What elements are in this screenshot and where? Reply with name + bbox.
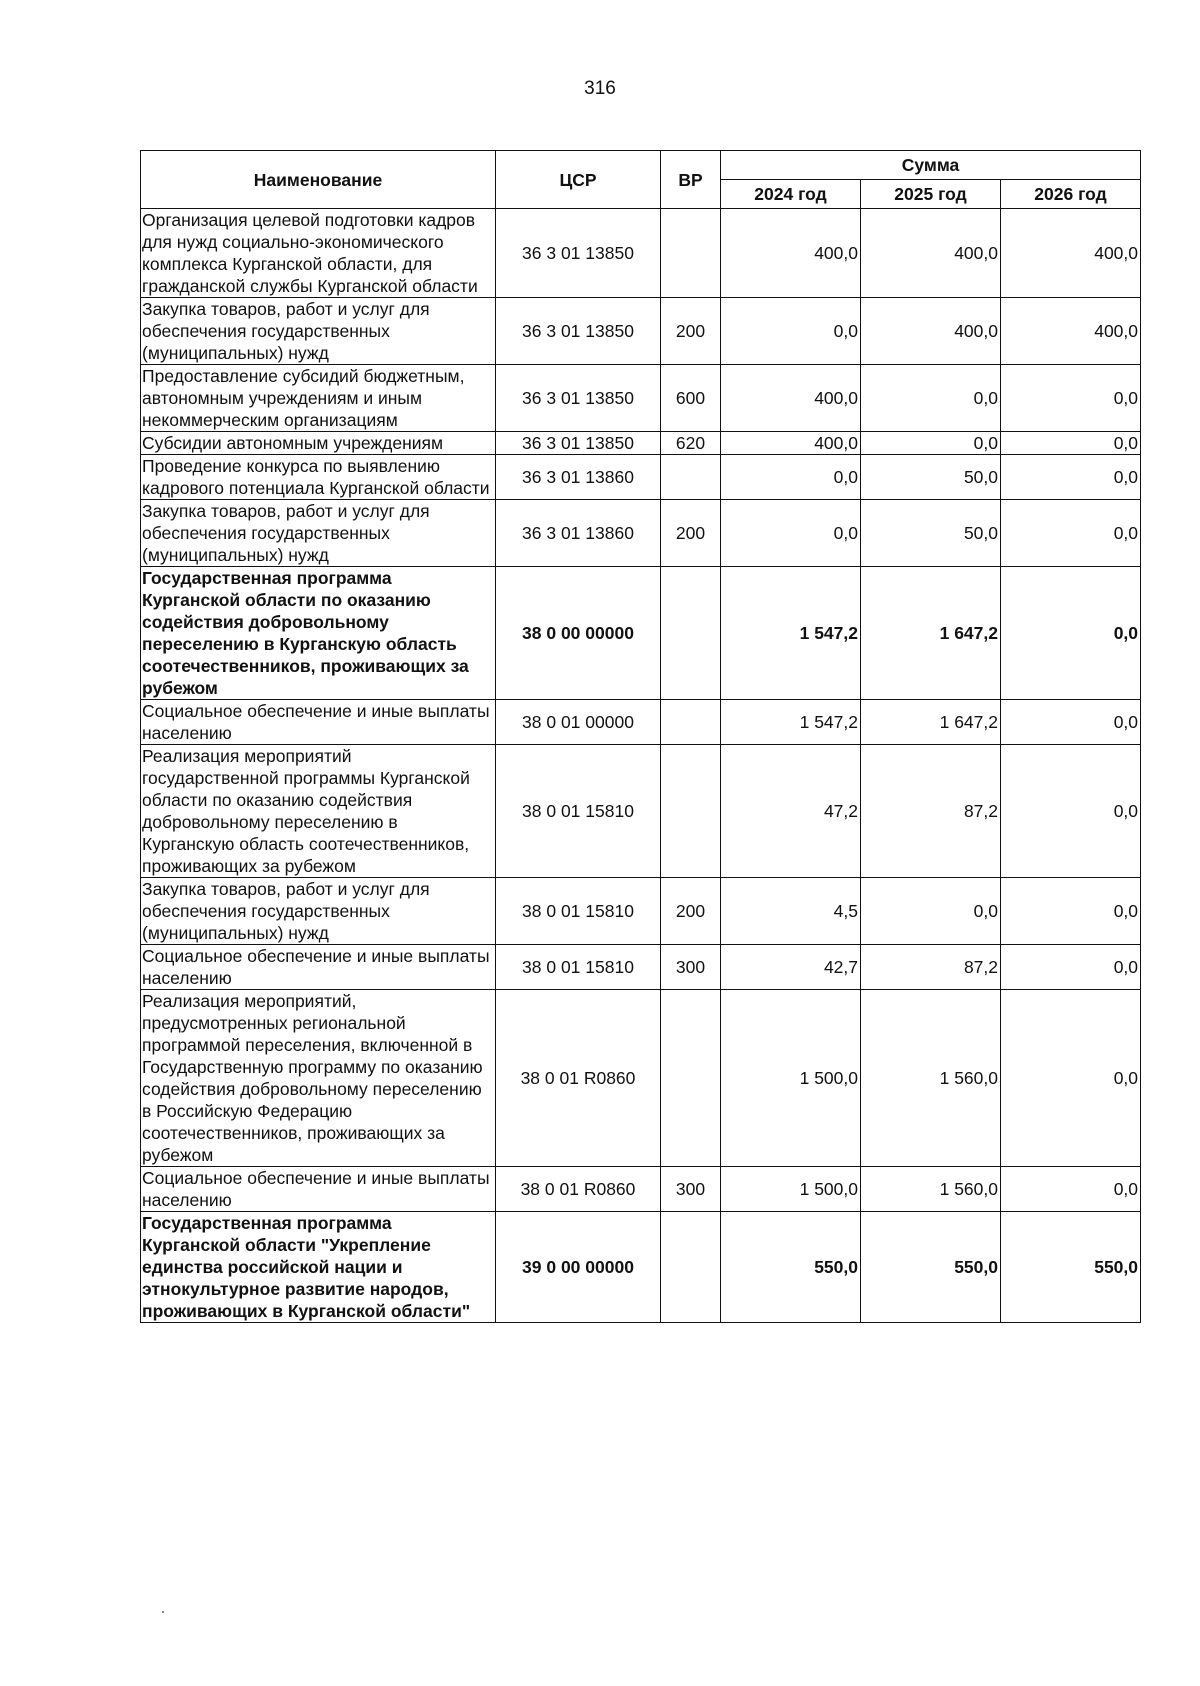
cell-2026: 0,0 (1001, 432, 1141, 455)
cell-name: Закупка товаров, работ и услуг для обеспечения государственных (муниципальных) нужд (141, 878, 496, 945)
table-row (141, 455, 1141, 500)
cell-2025: 50,0 (861, 455, 1001, 500)
table-row (141, 209, 1141, 298)
cell-vr (661, 567, 721, 700)
cell-vr (661, 1212, 721, 1323)
budget-table (140, 150, 1141, 1323)
cell-2026: 0,0 (1001, 1167, 1141, 1212)
cell-2024: 1 547,2 (721, 700, 861, 745)
cell-csr: 38 0 01 R0860 (496, 990, 661, 1167)
cell-2026: 550,0 (1001, 1212, 1141, 1323)
cell-2026: 0,0 (1001, 567, 1141, 700)
cell-csr: 39 0 00 00000 (496, 1212, 661, 1323)
cell-csr: 38 0 01 15810 (496, 745, 661, 878)
cell-2026: 0,0 (1001, 455, 1141, 500)
cell-vr (661, 455, 721, 500)
header-year-2025: 2025 год (861, 180, 1001, 209)
cell-2025: 87,2 (861, 945, 1001, 990)
header-vr: ВР (661, 151, 721, 209)
cell-vr (661, 209, 721, 298)
header-sum: Сумма (721, 151, 1141, 180)
cell-2024: 400,0 (721, 209, 861, 298)
cell-vr: 200 (661, 298, 721, 365)
cell-csr: 38 0 01 00000 (496, 700, 661, 745)
cell-2024: 0,0 (721, 455, 861, 500)
cell-name: Социальное обеспечение и иные выплаты населению (141, 1167, 496, 1212)
cell-2024: 42,7 (721, 945, 861, 990)
cell-2025: 400,0 (861, 209, 1001, 298)
cell-csr: 36 3 01 13850 (496, 209, 661, 298)
table-row (141, 990, 1141, 1167)
cell-2026: 0,0 (1001, 500, 1141, 567)
scan-speck (162, 1611, 164, 1613)
cell-name: Реализация мероприятий государственной программы Курганской области по оказанию содействия добровольному переселению в Курганскую область соотечественников, проживающих за рубежом (141, 745, 496, 878)
header-csr: ЦСР (496, 151, 661, 209)
cell-2025: 0,0 (861, 878, 1001, 945)
page-number: 316 (584, 78, 616, 99)
cell-2025: 1 647,2 (861, 567, 1001, 700)
cell-csr: 38 0 01 15810 (496, 945, 661, 990)
cell-2025: 1 560,0 (861, 1167, 1001, 1212)
cell-csr: 36 3 01 13850 (496, 298, 661, 365)
cell-2026: 400,0 (1001, 209, 1141, 298)
cell-vr (661, 700, 721, 745)
cell-2024: 1 547,2 (721, 567, 861, 700)
cell-vr: 200 (661, 878, 721, 945)
cell-2024: 1 500,0 (721, 1167, 861, 1212)
table-row (141, 878, 1141, 945)
cell-vr: 620 (661, 432, 721, 455)
cell-vr: 200 (661, 500, 721, 567)
cell-2024: 400,0 (721, 432, 861, 455)
cell-2024: 0,0 (721, 298, 861, 365)
cell-2025: 400,0 (861, 298, 1001, 365)
cell-name: Субсидии автономным учреждениям (141, 432, 496, 455)
cell-2025: 0,0 (861, 365, 1001, 432)
cell-2025: 0,0 (861, 432, 1001, 455)
cell-2024: 47,2 (721, 745, 861, 878)
header-year-2024: 2024 год (721, 180, 861, 209)
cell-name: Социальное обеспечение и иные выплаты населению (141, 945, 496, 990)
cell-csr: 36 3 01 13860 (496, 500, 661, 567)
cell-2025: 1 647,2 (861, 700, 1001, 745)
cell-2025: 1 560,0 (861, 990, 1001, 1167)
cell-name: Закупка товаров, работ и услуг для обеспечения государственных (муниципальных) нужд (141, 298, 496, 365)
cell-name: Социальное обеспечение и иные выплаты населению (141, 700, 496, 745)
cell-vr: 600 (661, 365, 721, 432)
cell-2025: 50,0 (861, 500, 1001, 567)
table-row (141, 365, 1141, 432)
cell-2024: 550,0 (721, 1212, 861, 1323)
cell-2026: 0,0 (1001, 945, 1141, 990)
table-body (141, 209, 1141, 1323)
cell-name: Проведение конкурса по выявлению кадрового потенциала Курганской области (141, 455, 496, 500)
cell-vr (661, 745, 721, 878)
cell-2024: 1 500,0 (721, 990, 861, 1167)
cell-2024: 4,5 (721, 878, 861, 945)
header-year-2026: 2026 год (1001, 180, 1141, 209)
cell-csr: 36 3 01 13850 (496, 432, 661, 455)
cell-name: Предоставление субсидий бюджетным, автономным учреждениям и иным некоммерческим организациям (141, 365, 496, 432)
table-row (141, 500, 1141, 567)
cell-2024: 0,0 (721, 500, 861, 567)
table-row (141, 1212, 1141, 1323)
cell-csr: 38 0 01 15810 (496, 878, 661, 945)
cell-vr: 300 (661, 1167, 721, 1212)
cell-2026: 0,0 (1001, 745, 1141, 878)
cell-2026: 400,0 (1001, 298, 1141, 365)
table-header (141, 151, 1141, 209)
cell-2026: 0,0 (1001, 365, 1141, 432)
cell-name: Государственная программа Курганской области "Укрепление единства российской нации и этнокультурное развитие народов, проживающих в Курганской области" (141, 1212, 496, 1323)
cell-csr: 38 0 00 00000 (496, 567, 661, 700)
table-row (141, 1167, 1141, 1212)
header-name: Наименование (141, 151, 496, 209)
cell-2026: 0,0 (1001, 878, 1141, 945)
cell-2026: 0,0 (1001, 990, 1141, 1167)
table-row (141, 432, 1141, 455)
table-row (141, 945, 1141, 990)
cell-csr: 36 3 01 13850 (496, 365, 661, 432)
cell-csr: 36 3 01 13860 (496, 455, 661, 500)
cell-name: Реализация мероприятий, предусмотренных региональной программой переселения, включенной в Государственную программу по оказанию содействия добровольному переселению в Российскую Федерацию соотечественников, проживающих за рубежом (141, 990, 496, 1167)
cell-name: Организация целевой подготовки кадров для нужд социально-экономического комплекса Курганской области, для гражданской службы Курганской области (141, 209, 496, 298)
cell-2025: 87,2 (861, 745, 1001, 878)
table-row (141, 298, 1141, 365)
cell-vr: 300 (661, 945, 721, 990)
cell-csr: 38 0 01 R0860 (496, 1167, 661, 1212)
cell-name: Закупка товаров, работ и услуг для обеспечения государственных (муниципальных) нужд (141, 500, 496, 567)
table-row (141, 700, 1141, 745)
cell-name: Государственная программа Курганской области по оказанию содействия добровольному переселению в Курганскую область соотечественников, проживающих за рубежом (141, 567, 496, 700)
cell-2024: 400,0 (721, 365, 861, 432)
table-row (141, 745, 1141, 878)
cell-2025: 550,0 (861, 1212, 1001, 1323)
table-row (141, 567, 1141, 700)
cell-2026: 0,0 (1001, 700, 1141, 745)
cell-vr (661, 990, 721, 1167)
